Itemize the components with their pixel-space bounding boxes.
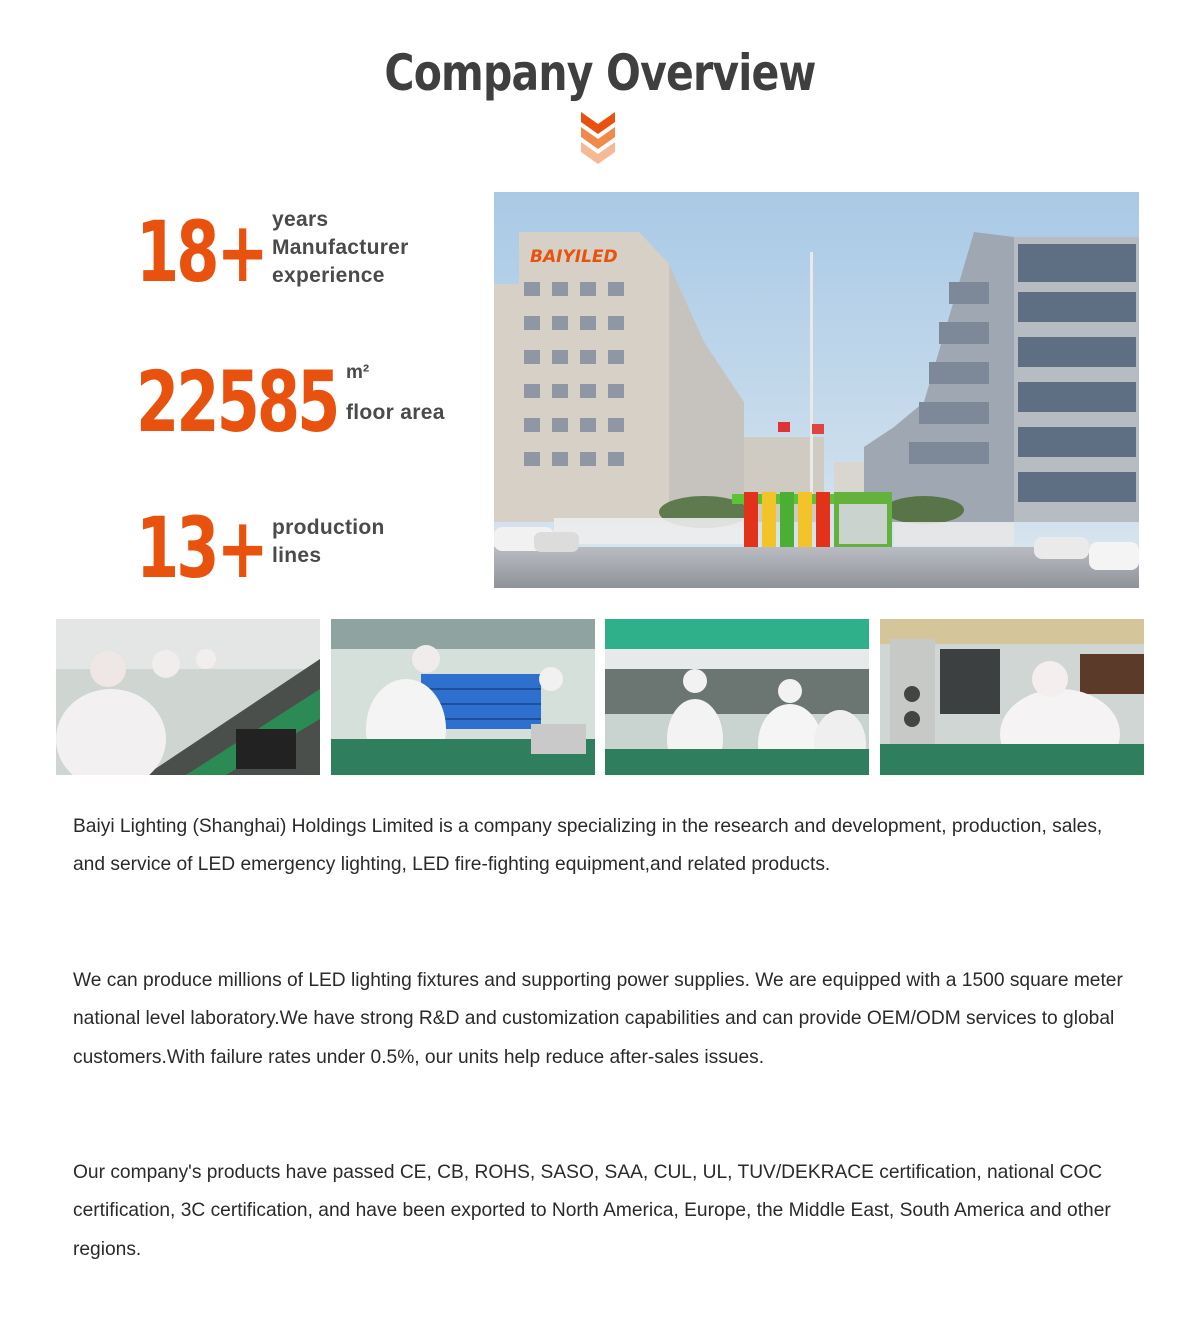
stat-unit: m²: [346, 362, 370, 383]
certifications-paragraph: Our company's products have passed CE, CB, ROHS, SASO, SAA, CUL, UL, TUV/DEKRACE certification, national COC certification, 3C certification, and have been exported to North America, Europe, the Middle East, South America and other regions.: [73, 1162, 1111, 1260]
chevron-down-icon: [578, 110, 618, 166]
workshop-photo-soldering: [331, 619, 595, 775]
stat-label: years Manufacturer experience: [272, 208, 409, 287]
stat-value: 22585: [136, 353, 338, 451]
stat-value: 18+: [136, 203, 266, 301]
company-description-paragraph: Baiyi Lighting (Shanghai) Holdings Limited is a company specializing in the research and development, production, sales, and service of LED emergency lighting, LED fire-fighting equipment,and related products.: [73, 816, 1103, 876]
page-title: Company Overview: [384, 44, 816, 102]
stat-value: 13+: [136, 499, 266, 597]
stat-label: production lines: [272, 516, 385, 567]
workshop-photo-assembly: [56, 619, 320, 775]
capabilities-paragraph: We can produce millions of LED lighting fixtures and supporting power supplies. We are equipped with a 1500 square meter national level laboratory.We have strong R&D and customization capabilities and can provide OEM/ODM services to global customers.With failure rates under 0.5%, our units help reduce after-sales issues.: [73, 970, 1123, 1068]
factory-building-photo: [494, 192, 1139, 588]
stat-label: floor area: [346, 401, 445, 424]
workshop-photo-production-line: [605, 619, 869, 775]
workshop-photo-testing: [880, 619, 1144, 775]
building-sign: BAIYILED: [530, 247, 618, 267]
